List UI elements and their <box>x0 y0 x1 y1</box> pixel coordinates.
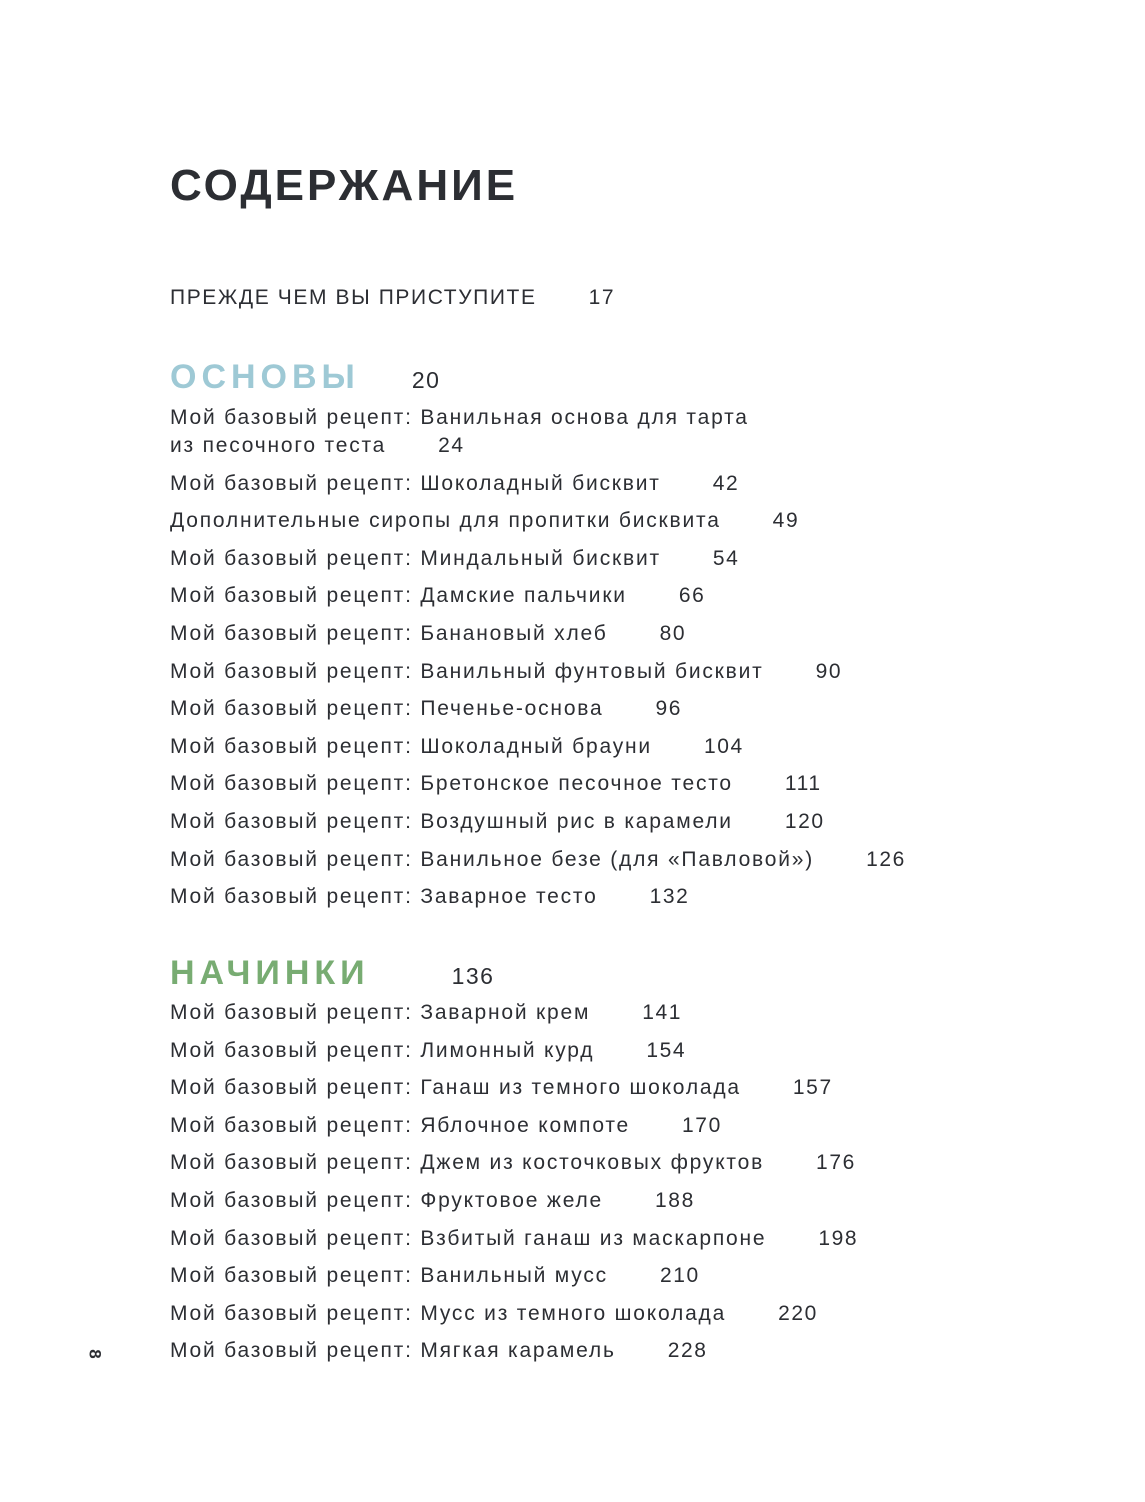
toc-list-osnovy <box>170 404 906 921</box>
section-page-nachinki: 136 <box>451 963 495 989</box>
toc-entry[interactable] <box>170 1300 858 1328</box>
entry-page-number: 210 <box>659 1264 700 1288</box>
intro-label: ПРЕЖДЕ ЧЕМ ВЫ ПРИСТУПИТЕ <box>170 286 537 309</box>
entry-page-number: 170 <box>682 1113 722 1137</box>
toc-entry[interactable] <box>170 808 906 836</box>
toc-entry[interactable] <box>170 999 858 1027</box>
toc-entry[interactable] <box>170 620 906 648</box>
section-header-nachinki <box>170 954 494 993</box>
entry-title: Мой базовый рецепт: Заварное тесто <box>170 885 598 909</box>
entry-title: Мой базовый рецепт: Печенье-основа <box>170 697 604 721</box>
toc-entry[interactable] <box>170 883 906 911</box>
entry-page-number: 90 <box>815 659 843 683</box>
toc-entry[interactable] <box>170 1187 858 1215</box>
entry-page-number: 80 <box>659 621 687 645</box>
section-page-osnovy: 20 <box>411 367 441 393</box>
entry-title: Мой базовый рецепт: Заварной крем <box>170 1001 591 1024</box>
entry-page-number: 24 <box>438 434 465 457</box>
entry-title: Мой базовый рецепт: Банановый хлеб <box>170 621 608 645</box>
entry-title-continued: из песочного теста <box>170 434 387 457</box>
entry-title: Мой базовый рецепт: Бретонское песочное тесто <box>170 772 733 796</box>
toc-entry[interactable] <box>170 404 906 460</box>
entry-title: Мой базовый рецепт: Мягкая карамель <box>170 1339 616 1363</box>
entry-title: Мой базовый рецепт: Фруктовое желе <box>170 1188 604 1212</box>
entry-page-number: 42 <box>712 471 740 495</box>
toc-entry[interactable] <box>170 1337 858 1365</box>
toc-entry[interactable] <box>170 846 906 874</box>
toc-entry[interactable] <box>170 507 906 535</box>
toc-entry[interactable] <box>170 695 906 723</box>
entry-page-number: 111 <box>784 772 822 796</box>
entry-page-number: 176 <box>816 1151 856 1175</box>
toc-intro-entry[interactable] <box>170 286 615 310</box>
toc-entry[interactable] <box>170 733 906 761</box>
toc-entry[interactable] <box>170 582 906 610</box>
entry-page-number: 198 <box>818 1226 859 1250</box>
entry-title: Мой базовый рецепт: Лимонный курд <box>170 1038 595 1062</box>
toc-entry[interactable] <box>170 658 906 686</box>
entry-title: Мой базовый рецепт: Ганаш из темного шоколада <box>170 1076 741 1100</box>
page-folio-number: 8 <box>85 1349 105 1359</box>
entry-page-number: 220 <box>778 1301 818 1325</box>
entry-title: Мой базовый рецепт: Шоколадный брауни <box>170 734 652 758</box>
toc-entry[interactable] <box>170 1037 858 1065</box>
entry-page-number: 154 <box>646 1038 687 1062</box>
section-header-osnovy <box>170 358 440 397</box>
toc-entry[interactable] <box>170 470 906 498</box>
entry-page-number: 96 <box>655 697 683 721</box>
toc-entry[interactable] <box>170 770 906 798</box>
entry-title: Мой базовый рецепт: Взбитый ганаш из маскарпоне <box>170 1226 767 1250</box>
entry-title: Дополнительные сиропы для пропитки бисквита <box>170 509 721 533</box>
section-title-osnovy: ОСНОВЫ <box>170 358 360 396</box>
entry-title: Мой базовый рецепт: Воздушный рис в карамели <box>170 809 733 833</box>
page-title: СОДЕРЖАНИЕ <box>170 161 519 211</box>
toc-entry[interactable] <box>170 1225 858 1253</box>
entry-title: Мой базовый рецепт: Джем из косточковых фруктов <box>170 1151 765 1175</box>
entry-page-number: 66 <box>678 584 706 608</box>
entry-page-number: 157 <box>792 1076 833 1100</box>
entry-page-number: 104 <box>703 734 744 758</box>
entry-page-number: 188 <box>655 1188 695 1212</box>
entry-title: Мой базовый рецепт: Миндальный бисквит <box>170 546 661 570</box>
entry-page-number: 126 <box>866 847 906 871</box>
entry-page-number: 120 <box>784 809 825 833</box>
entry-page-number: 54 <box>712 546 740 570</box>
section-title-nachinki: НАЧИНКИ <box>170 954 370 992</box>
entry-title: Мой базовый рецепт: Яблочное компоте <box>170 1113 631 1137</box>
entry-page-number: 141 <box>642 1001 683 1024</box>
toc-entry[interactable] <box>170 545 906 573</box>
entry-title: Мой базовый рецепт: Шоколадный бисквит <box>170 471 661 495</box>
intro-page-number: 17 <box>588 286 616 309</box>
toc-list-nachinki <box>170 999 858 1375</box>
entry-title: Мой базовый рецепт: Ванильная основа для тарта <box>170 406 749 429</box>
entry-title: Мой базовый рецепт: Дамские пальчики <box>170 584 627 608</box>
entry-title: Мой базовый рецепт: Ванильный мусс <box>170 1264 608 1288</box>
entry-page-number: 132 <box>649 885 690 909</box>
entry-title: Мой базовый рецепт: Ванильный фунтовый бисквит <box>170 659 764 683</box>
entry-title: Мой базовый рецепт: Ванильное безе (для «Павловой») <box>170 847 815 871</box>
entry-page-number: 228 <box>667 1339 708 1363</box>
toc-entry[interactable] <box>170 1149 858 1177</box>
toc-entry[interactable] <box>170 1112 858 1140</box>
entry-title: Мой базовый рецепт: Мусс из темного шоколада <box>170 1301 727 1325</box>
toc-entry[interactable] <box>170 1262 858 1290</box>
entry-page-number: 49 <box>772 509 800 533</box>
toc-entry[interactable] <box>170 1074 858 1102</box>
